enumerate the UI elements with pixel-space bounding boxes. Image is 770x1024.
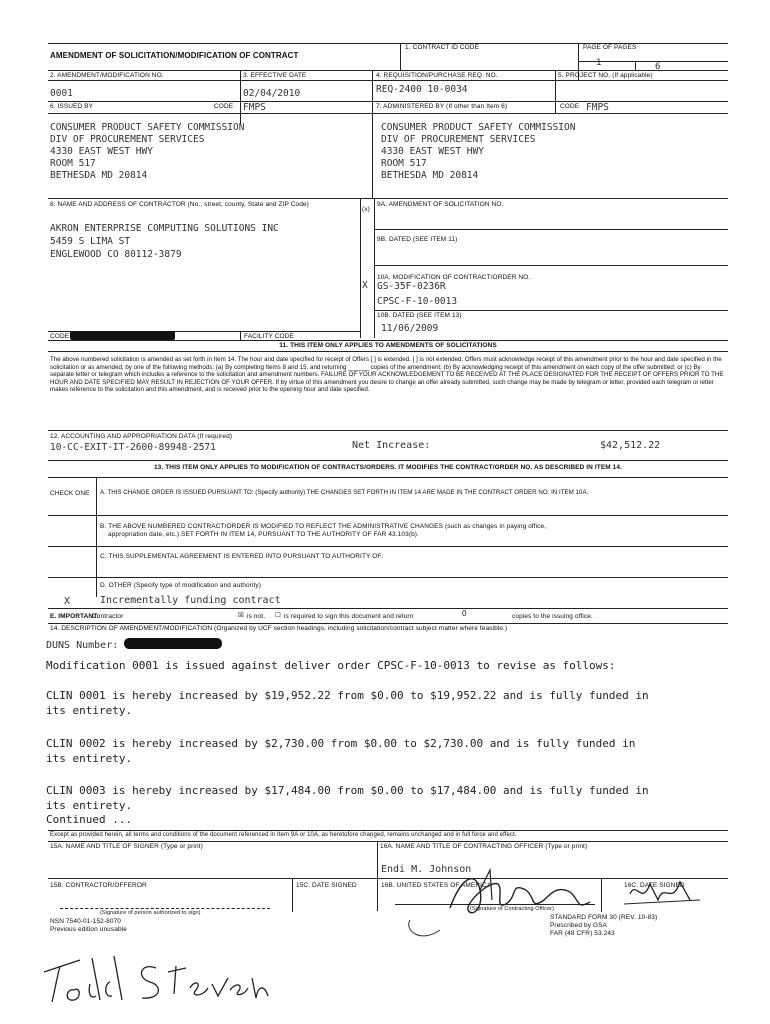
- dated-9b-label: 9B. DATED (SEE ITEM 11): [377, 236, 458, 243]
- rule: [48, 460, 728, 461]
- is-not-mark: ☒: [238, 612, 244, 619]
- previous-edition: Previous edition unusable: [50, 926, 127, 933]
- important-is-required: is required to sign this document and return: [284, 613, 414, 620]
- accounting-label: 12. ACCOUNTING AND APPROPRIATION DATA (If required): [50, 433, 233, 440]
- redaction: [124, 638, 222, 649]
- is-required-box: ☐: [275, 612, 281, 619]
- rule: [48, 515, 728, 516]
- page-of-pages-label: PAGE OF PAGES: [583, 44, 637, 51]
- duns-label: DUNS Number:: [46, 640, 119, 651]
- item13-b-line2: appropriation date, etc.) SET FORTH IN ITEM 14, PURSUANT TO THE AUTHORITY OF FAR 43.103(b).: [108, 531, 419, 538]
- rule: [48, 351, 728, 352]
- page-current: 1: [596, 58, 602, 68]
- rule: [48, 70, 728, 71]
- form-title: AMENDMENT OF SOLICITATION/MODIFICATION OF CONTRACT: [50, 51, 299, 60]
- accounting-value: 10-CC-EXIT-IT-2600-89948-2571: [50, 442, 216, 453]
- item11-header: 11. THIS ITEM ONLY APPLIES TO AMENDMENTS OF SOLICITATIONS: [279, 342, 497, 349]
- amendment-no: 0001: [50, 88, 73, 99]
- admin-code: FMPS: [586, 102, 609, 113]
- contractor-line: AKRON ENTERPRISE COMPUTING SOLUTIONS INC: [50, 223, 279, 234]
- desc-line: CLIN 0001 is hereby increased by $19,952.22 from $0.00 to $19,952.22 and is fully funded in: [46, 689, 649, 702]
- mod-mark: X: [362, 280, 368, 291]
- mod-label: 10A. MODIFICATION OF CONTRACT/ORDER NO.: [377, 274, 531, 281]
- item13-header: 13. THIS ITEM ONLY APPLIES TO MODIFICATION OF CONTRACTS/ORDERS. IT MODIFIES THE CONTRACT/ORDER NO. AS DESCRIBED IN ITEM 14.: [153, 464, 623, 471]
- contractor-line: 5459 S LIMA ST: [50, 236, 131, 247]
- item11-paragraph: The above numbered solicitation is amended as set forth in Item 14. The hour and date specified for receipt of Offers [ ] is extended. [ ] is not extended. Offers must acknowledge receipt of this amendment prior to the hour and date specified in the solicitation or as amended, by one of the following methods: (a) By completing Items 8 and 15, and returning ______ copies of the amendment; (b) By acknowledging receipt of this amendment on each copy of the offer submitted; or (c) By separate letter or telegram which includes a reference to the solicitation and amendment numbers. FAILURE OF YOUR ACKNOWLEDGEMENT TO BE RECEIVED AT THE PLACE DESIGNATED FOR THE RECEIPT OF OFFERS PRIOR TO THE HOUR AND DATE SPECIFIED MAY RESULT IN REJECTION OF YOUR OFFER. If by virtue of this amendment you desire to change an offer already submitted, such change may be made by telegram or letter, provided each telegram or letter makes reference to the solicitation and this amendment, and is received prior to the opening hour and date specified.: [50, 356, 724, 394]
- issued-line: DIV OF PROCUREMENT SERVICES: [50, 134, 205, 145]
- administered-label: 7. ADMINISTERED BY (If other than Item 6): [376, 103, 508, 110]
- 15b-label: 15B. CONTRACTOR/OFFEROR: [50, 882, 147, 889]
- rule: [48, 43, 728, 44]
- desc-line: Modification 0001 is issued against deliver order CPSC-F-10-0013 to revise as follows:: [46, 659, 616, 672]
- rule: [292, 878, 293, 912]
- effective-date-label: 3. EFFECTIVE DATE: [243, 72, 307, 79]
- facility-code-label: FACILITY CODE: [244, 333, 294, 340]
- 15a-label: 15A. NAME AND TITLE OF SIGNER (Type or print): [50, 843, 203, 850]
- issued-code-label: CODE: [214, 103, 234, 110]
- administered-line: ROOM 517: [381, 158, 427, 169]
- desc-line: its entirety.: [46, 799, 133, 812]
- rule: [48, 608, 728, 609]
- rule: [372, 70, 373, 198]
- issued-line: CONSUMER PRODUCT SAFETY COMMISSION: [50, 122, 245, 133]
- admin-code-label: CODE: [560, 103, 580, 110]
- sig-officer-caption: (Signature of Contracting Officer): [470, 906, 555, 912]
- net-increase-amount: $42,512.22: [600, 440, 661, 451]
- mod-line: GS-35F-0236R: [377, 281, 446, 292]
- important-contractor: Contractor: [92, 613, 124, 620]
- administered-line: DIV OF PROCUREMENT SERVICES: [381, 134, 536, 145]
- rule: [555, 101, 556, 113]
- rule: [240, 331, 241, 340]
- project-label: 5. PROJECT NO. (If applicable): [558, 72, 653, 79]
- issued-code: FMPS: [243, 102, 266, 113]
- copies-count: 0: [462, 609, 467, 618]
- rule: [48, 623, 728, 624]
- 16a-label: 16A. NAME AND TITLE OF CONTRACTING OFFICER (Type or print): [380, 843, 588, 850]
- rule: [48, 80, 728, 81]
- rule: [578, 61, 728, 62]
- rule: [400, 43, 401, 70]
- rule: [48, 546, 728, 547]
- signature-line: [60, 908, 270, 909]
- rule: [48, 430, 728, 431]
- rule: [635, 61, 636, 70]
- rule: [555, 70, 556, 101]
- issued-by-label: 6. ISSUED BY: [50, 103, 94, 110]
- contractor-line: ENGLEWOOD CO 80112-3879: [50, 249, 182, 260]
- check-one-label: CHECK ONE: [50, 490, 90, 497]
- rule: [374, 229, 728, 230]
- item13-c: C. THIS SUPPLEMENTAL AGREEMENT IS ENTERED INTO PURSUANT TO AUTHORITY OF:: [100, 553, 384, 560]
- item13-a: A. THIS CHANGE ORDER IS ISSUED PURSUANT TO: (Specify authority) THE CHANGES SET FORTH IN ITEM 14 ARE MADE IN THE CONTRACT ORDER NO. IN ITEM 10A.: [100, 489, 589, 496]
- contractor-code-label: CODE: [50, 333, 70, 340]
- mod-line: CPSC-F-10-0013: [377, 296, 458, 307]
- sol-amend-label: 9A. AMENDMENT OF SOLICITATION NO.: [377, 201, 504, 208]
- 16b-label: 16B. UNITED STATES OF AMERICA: [381, 882, 492, 889]
- issued-line: ROOM 517: [50, 158, 96, 169]
- rule: [48, 830, 728, 831]
- administered-line: CONSUMER PRODUCT SAFETY COMMISSION: [381, 122, 576, 133]
- sig-person-caption: (Signature of person authorized to sign): [100, 910, 201, 916]
- item13-d: D. OTHER (Specify type of modification and authority): [100, 582, 262, 589]
- rule: [374, 265, 728, 266]
- important-label: E. IMPORTANT:: [50, 613, 99, 620]
- rule: [48, 113, 728, 114]
- dated-10b-label: 10B. DATED (SEE ITEM 13): [377, 312, 462, 319]
- desc-line: CLIN 0002 is hereby increased by $2,730.00 from $0.00 to $2,730.00 and is fully funded in: [46, 737, 636, 750]
- officer-signature: [380, 860, 720, 940]
- net-increase-label: Net Increase:: [352, 440, 431, 451]
- page-total: 6: [655, 62, 661, 72]
- contractor-handwritten-signature: [30, 938, 270, 1018]
- rule: [374, 198, 375, 338]
- rule: [48, 477, 728, 478]
- desc-line: its entirety.: [46, 704, 133, 717]
- item13-d-value: Incrementally funding contract: [100, 595, 281, 606]
- rule: [48, 101, 728, 102]
- rule: [48, 577, 728, 578]
- desc-line: CLIN 0003 is hereby increased by $17,484.00 from $0.00 to $17,484.00 and is fully funded in: [46, 784, 649, 797]
- administered-line: 4330 EAST WEST HWY: [381, 146, 484, 157]
- sol-amend-mark: (x): [362, 206, 370, 213]
- requisition-no: REQ-2400 10-0034: [376, 84, 468, 95]
- rule: [360, 198, 361, 338]
- desc-line: its entirety.: [46, 752, 133, 765]
- except-text: Except as provided herein, all terms and conditions of the document referenced in Item 9A or 10A, as heretofore changed, remains unchanged and in full force and effect.: [50, 832, 517, 838]
- item13-d-mark: X: [64, 596, 71, 607]
- nsn: NSN 7540-01-152-8070: [50, 918, 122, 925]
- effective-date: 02/04/2010: [243, 88, 301, 99]
- rule: [48, 340, 728, 341]
- contract-id-code-label: 1. CONTRACT ID CODE: [405, 44, 480, 51]
- sf-line2: Prescribed by GSA: [550, 922, 607, 929]
- rule: [240, 70, 241, 125]
- rule: [377, 841, 378, 911]
- sf-line1: STANDARD FORM 30 (REV. 10-83): [550, 914, 658, 921]
- 15c-label: 15C. DATE SIGNED: [296, 882, 357, 889]
- sf-line3: FAR (48 CFR) 53.243: [550, 930, 615, 937]
- issued-line: BETHESDA MD 20814: [50, 170, 148, 181]
- rule: [48, 198, 728, 199]
- contractor-label: 8. NAME AND ADDRESS OF CONTRACTOR (No., street, county, State and ZIP Code): [50, 201, 309, 208]
- item13-b-line1: B. THE ABOVE NUMBERED CONTRACT/ORDER IS MODIFIED TO REFLECT THE ADMINISTRATIVE CHANGES (such as changes in paying office,: [100, 523, 547, 530]
- important-is-not: is not,: [247, 613, 266, 620]
- item14-label: 14. DESCRIPTION OF AMENDMENT/MODIFICATION (Organized by UCF section headings, including solicitation/contract subject matter where feasible.): [50, 625, 508, 632]
- issued-line: 4330 EAST WEST HWY: [50, 146, 153, 157]
- rule: [96, 477, 97, 597]
- officer-name: Endi M. Johnson: [381, 864, 472, 875]
- dated-10b: 11/06/2009: [381, 323, 439, 334]
- requisition-label: 4. REQUISITION/PURCHASE REQ. NO.: [376, 72, 498, 79]
- rule: [374, 310, 728, 311]
- 16c-label: 16C. DATE SIGNED: [624, 882, 685, 889]
- desc-line: Continued ...: [46, 813, 133, 826]
- administered-line: BETHESDA MD 20814: [381, 170, 479, 181]
- redaction: [70, 331, 175, 340]
- amendment-no-label: 2. AMENDMENT/MODIFICATION NO.: [50, 72, 164, 79]
- copies-text: copies to the issuing office.: [512, 613, 593, 620]
- rule: [48, 841, 728, 842]
